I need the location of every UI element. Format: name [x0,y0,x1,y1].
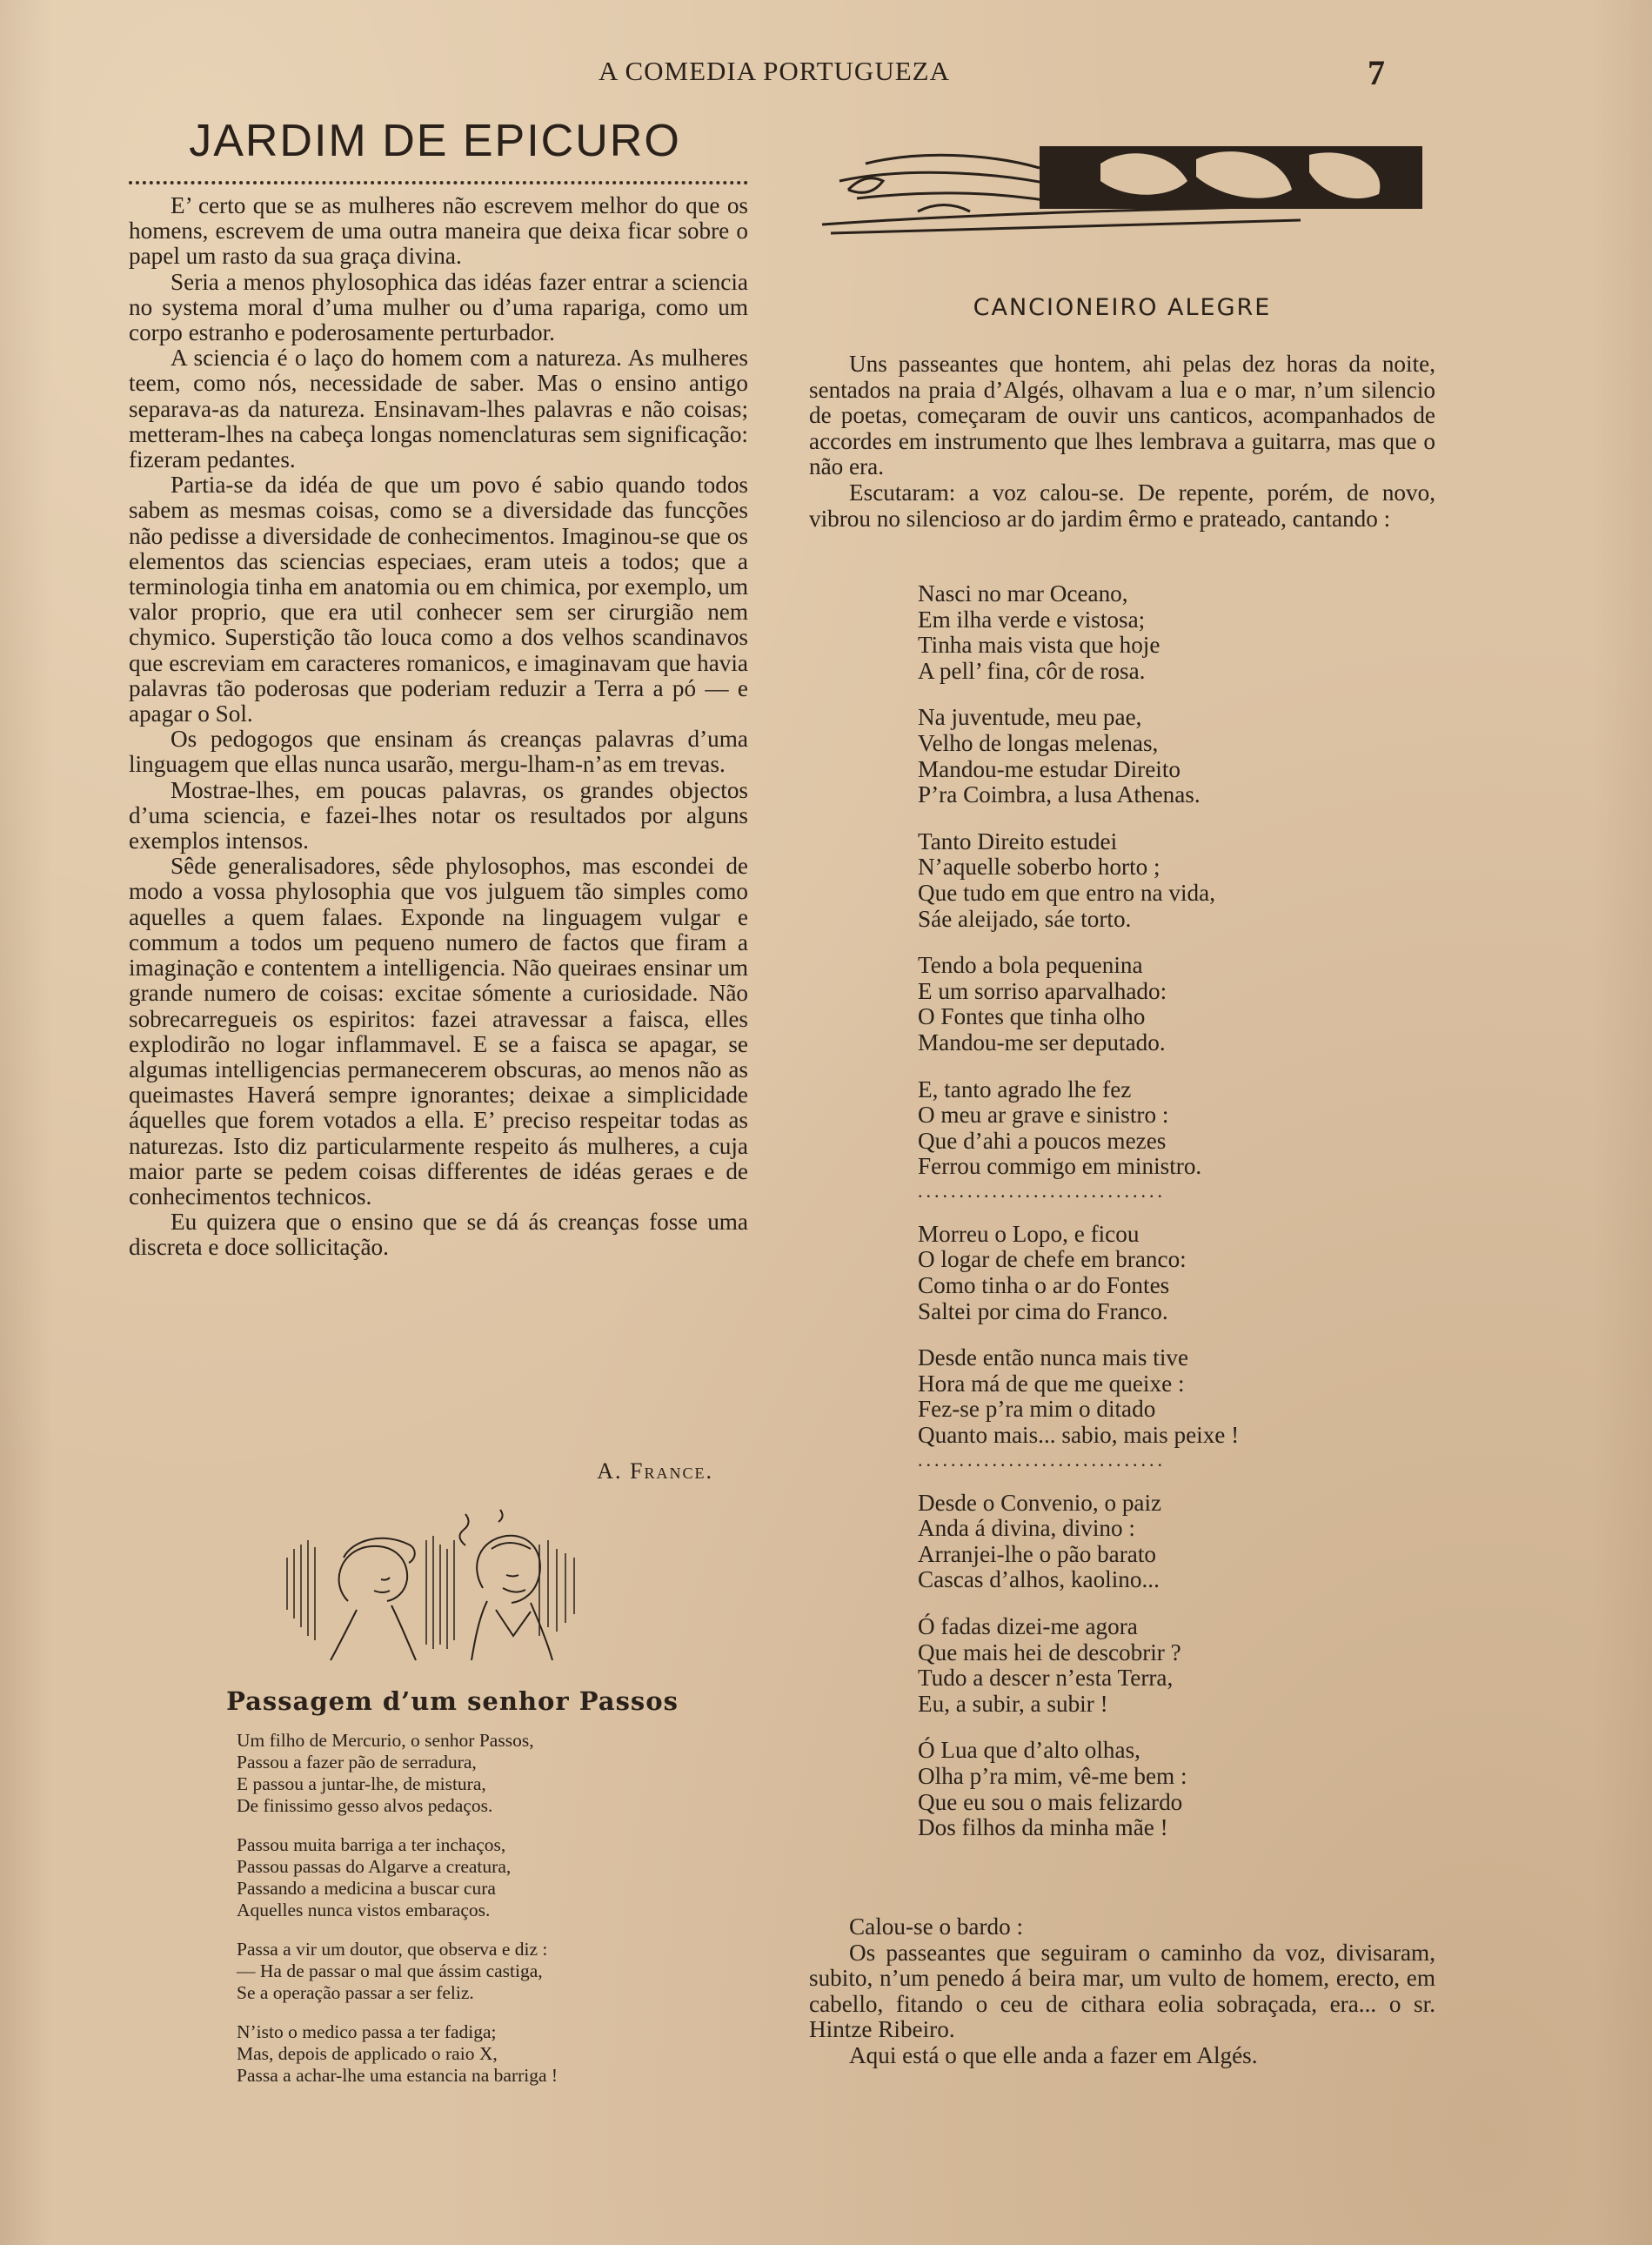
verse-line: E, tanto agrado lhe fez [918,1076,1132,1102]
paragraph: Seria a menos phylosophica das idéas fazer entrar a sciencia no systema moral d’uma mulher ou d’uma rapariga, como um corpo estranho e poderosamente perturbador. [129,268,748,346]
dotted-divider [129,171,748,184]
author-signature: A. France. [597,1458,713,1484]
verse-line: Aquelles nunca vistos embaraços. [237,1900,491,1920]
verse-line: Velho de longas melenas, [918,729,1159,756]
verse-line: Passou passas do Algarve a creatura, [237,1856,512,1877]
caricature-illustration [278,1505,600,1662]
paragraph: Os pedogogos que ensinam ás creanças palavras d’uma linguagem que ellas nunca usarão, mergu-lham-n’as em trevas. [129,726,748,778]
stanza [918,705,1405,808]
verse-line: Quanto mais... sabio, mais peixe ! [918,1422,1240,1449]
verse-line: Que tudo em que entro na vida, [918,879,1216,906]
verse-line: Nasci no mar Oceano, [918,580,1128,606]
verse-line: Ó fadas dizei-me agora [918,1613,1138,1639]
stanza [918,829,1405,932]
page-header-title: A COMEDIA PORTUGUEZA [599,56,950,86]
floral-ornament [813,129,1431,246]
verse-line: Na juventude, meu pae, [918,704,1142,731]
verse-line: Olha p’ra mim, vê-me bem : [918,1762,1187,1789]
sonnet [237,1730,689,2104]
paragraph: Eu quizera que o ensino que se dá ás creanças fosse uma discreta e doce sollicitação. [129,1209,748,1261]
paragraph: E’ certo que se as mulheres não escrevem melhor do que os homens, escrevem de uma outra maneira que deixa ficar sobre o papel um rasto da sua graça divina. [129,192,748,270]
stanza [237,2021,689,2087]
stanza [918,1491,1405,1593]
paragraph: Escutaram: a voz calou-se. De repente, porém, de novo, vibrou no silencioso ar do jardim êrmo e prateado, cantando : [809,479,1435,532]
article-body [129,193,748,1261]
paragraph: A sciencia é o laço do homem com a natureza. As mulheres teem, como nós, necessidade de saber. Mas o ensino antigo separava-as da natureza. Ensinavam-lhes palavras e não coisas; metteram-lhes na cabeça longas nomenclaturas sem significação: fizeram pedantes. [129,345,748,473]
verse-line: P’ra Coimbra, a lusa Athenas. [918,781,1201,808]
verse-line: E passou a juntar-lhe, de mistura, [237,1773,486,1794]
verse-line: A pell’ fina, côr de rosa. [918,657,1146,684]
verse-line: Como tinha o ar do Fontes [918,1272,1170,1299]
outro-text [809,1914,1435,2069]
verse-line: N’aquelle soberbo horto ; [918,854,1160,881]
verse-line: Sáe aleijado, sáe torto. [918,905,1132,932]
verse-line: Passa a achar-lhe uma estancia na barriga ! [237,2065,558,2086]
stanza [237,1730,689,1817]
verse-line: Passando a medicina a buscar cura [237,1878,496,1899]
verse-line: Tendo a bola pequenina [918,952,1143,979]
dotted-separator: .............................. [918,1448,1166,1471]
paragraph: Uns passeantes que hontem, ahi pelas dez horas da noite, sentados na praia d’Algés, olhavam a lua e o mar, n’um silencio de poetas, começaram de ouvir uns canticos, acompanhados de accordes em instrumento que lhes lembrava a guitarra, mas que o não era. [809,351,1435,480]
verse-line: Desde então nunca mais tive [918,1344,1189,1371]
song-poem [918,581,1405,1862]
article-title: JARDIM DE EPICURO [189,116,681,166]
verse-line: O Fontes que tinha olho [918,1003,1146,1030]
verse-line: Que eu sou o mais felizardo [918,1788,1183,1815]
stanza [918,953,1405,1055]
verse-line: Arranjei-lhe o pão barato [918,1540,1157,1567]
verse-line: O meu ar grave e sinistro : [918,1102,1169,1129]
verse-line: Ferrou commigo em ministro. [918,1153,1202,1180]
verse-line: Passou muita barriga a ter inchaços, [237,1834,506,1855]
page-number: 7 [1368,53,1385,92]
verse-line: Passou a fazer pão de serradura, [237,1752,477,1773]
verse-line: Anda á divina, divino : [918,1515,1135,1542]
verse-line: Saltei por cima do Franco. [918,1297,1168,1324]
stanza [918,581,1405,684]
verse-line: Em ilha verde e vistosa; [918,606,1146,633]
verse-line: Morreu o Lopo, e ficou [918,1220,1140,1247]
verse-line: E um sorriso aparvalhado: [918,977,1167,1004]
verse-line: Dos filhos da minha mãe ! [918,1814,1168,1841]
column-title: CANCIONEIRO ALEGRE [973,294,1272,321]
verse-line: Fez-se p’ra mim o ditado [918,1396,1156,1423]
verse-line: Tudo a descer n’esta Terra, [918,1665,1174,1692]
stanza [918,1077,1405,1180]
verse-line: Mandou-me estudar Direito [918,755,1180,782]
verse-line: O logar de chefe em branco: [918,1246,1187,1273]
verse-line: Mas, depois de applicado o raio X, [237,2043,498,2064]
verse-line: Cascas d’alhos, kaolino... [918,1566,1160,1593]
verse-line: Se a operação passar a ser feliz. [237,1982,474,2003]
dotted-separator: .............................. [918,1179,1166,1202]
paragraph: Mostrae-lhes, em poucas palavras, os grandes objectos d’uma sciencia, e fazei-lhes notar os resultados por alguns exemplos intensos. [129,776,748,854]
paragraph: Aqui está o que elle anda a fazer em Algés. [849,2041,1258,2068]
verse-line: Eu, a subir, a subir ! [918,1690,1108,1717]
verse-line: Passa a vir um doutor, que observa e diz : [237,1939,548,1960]
verse-line: Um filho de Mercurio, o senhor Passos, [237,1730,534,1751]
verse-line: Hora má de que me queixe : [918,1370,1185,1397]
verse-line: N’isto o medico passa a ter fadiga; [237,2021,497,2042]
verse-line: Desde o Convenio, o paiz [918,1489,1162,1516]
stanza [918,1614,1405,1717]
stanza [918,1222,1405,1324]
stanza [237,1939,689,2004]
stanza [918,1738,1405,1840]
intro-text [809,352,1435,532]
verse-line: Ó Lua que d’alto olhas, [918,1737,1140,1764]
verse-line: Que mais hei de descobrir ? [918,1639,1181,1665]
verse-line: Que d’ahi a poucos mezes [918,1127,1167,1154]
verse-line: Mandou-me ser deputado. [918,1029,1166,1055]
verse-line: — Ha de passar o mal que ássim castiga, [237,1960,543,1981]
verse-line: Tinha mais vista que hoje [918,632,1160,659]
paragraph: Partia-se da idéa de que um povo é sabio quando todos sabem as mesmas coisas, como se a diversidade das funcções não pedisse a diversidade de conhecimentos. Imaginou-se que os elementos das sciencias especiaes, eram uteis a todos; que a terminologia tinha em anatomia ou em chimica, por exemplo, um valor proprio, que era util conhecer sem ser cirurgião nem chymico. Superstição tão louca como a dos velhos scandinavos que escreviam em caracteres romanicos, e imaginavam que havia palavras tão poderosas que poderiam reduzir a Terra a pó — e apagar o Sol. [129,472,748,727]
poem-title: Passagem d’um senhor Passos [226,1686,679,1716]
verse-line: Tanto Direito estudei [918,828,1118,854]
paragraph: Os passeantes que seguiram o caminho da voz, divisaram, subito, n’um penedo á beira mar, um vulto de homem, erecto, em cabello, fitando o ceu de cithara eolia sobraçada, era... o sr. Hintze Ribeiro. [809,1939,1435,2043]
stanza [237,1834,689,1921]
verse-line: De finissimo gesso alvos pedaços. [237,1795,493,1816]
paragraph: Calou-se o bardo : [849,1913,1024,1940]
paragraph: Sêde generalisadores, sêde phylosophos, mas escondei de modo a vossa phylosophia que vos julguem tão simples como aquelles a quem falaes. Exponde na linguagem vulgar e commum a todos um pequeno numero de factos que firam a imaginação e contentem a intelligencia. Não queiraes ensinar um grande numero de coisas: excitae sómente a curiosidade. Não sobrecarregueis os espiritos: fazei atravessar a faisca, elles explodirão no logar inflammavel. E se a faisca se apagar, se algumas intelligencias permanecerem obscuras, ao menos não as queimastes Haverá sempre ignorantes; deixae a simplicidade áquelles que forem votados a ella. E’ preciso respeitar todas as naturezas. Isto diz particularmente respeito ás mulheres, a cuja maior parte se pedem coisas differentes de idéas geraes e de conhecimentos technicos. [129,853,748,1210]
stanza [918,1345,1405,1448]
